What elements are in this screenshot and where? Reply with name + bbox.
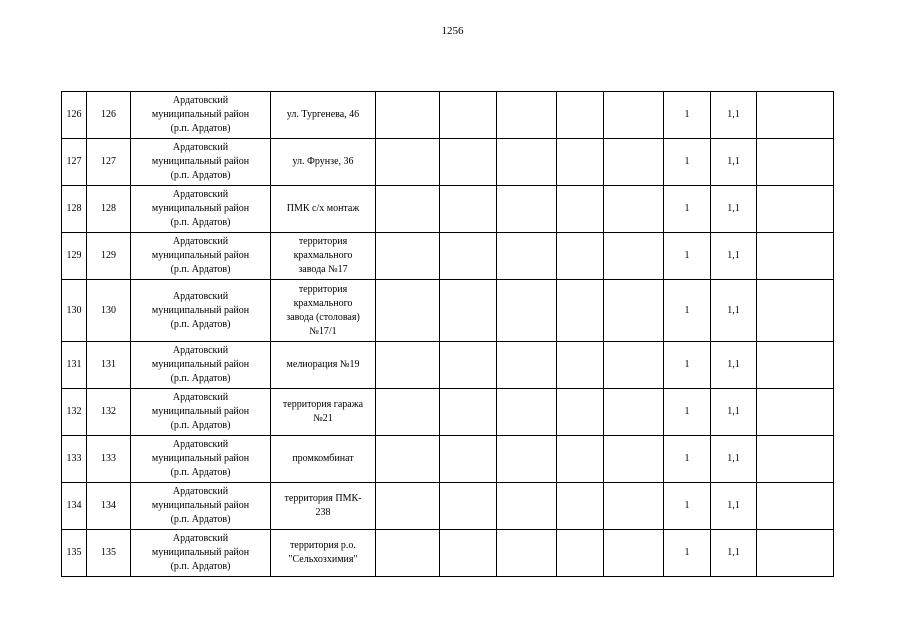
district-cell [131,342,271,389]
empty-cell [440,436,497,483]
table-row [62,342,834,389]
row-number-cell: 128 [62,186,87,233]
value-cell: 1,1 [711,530,757,577]
address-cell-line: завода (столовая) [286,311,360,323]
district-cell-line: Ардатовский [172,486,229,497]
empty-cell [440,342,497,389]
empty-cell [376,280,440,342]
address-cell [271,530,376,577]
registry-number-cell: 127 [87,139,131,186]
registry-number-cell: 134 [87,483,131,530]
empty-cell [497,186,557,233]
row-number-cell: 134 [62,483,87,530]
empty-cell [604,436,664,483]
row-number-cell: 127 [62,139,87,186]
empty-cell [440,139,497,186]
district-cell-line: Ардатовский [172,142,229,153]
district-cell-line: Ардатовский [172,439,229,450]
count-cell: 1 [664,436,711,483]
row-number-cell: 135 [62,530,87,577]
address-cell-line: "Сельхозхимия" [288,554,358,565]
empty-cell [557,483,604,530]
district-cell-line: (р.п. Ардатов) [170,264,231,275]
empty-cell [757,342,834,389]
empty-cell [440,186,497,233]
empty-cell [757,186,834,233]
district-cell-line: (р.п. Ардатов) [170,217,231,228]
district-cell [131,436,271,483]
table-row [62,436,834,483]
row-number-cell: 133 [62,436,87,483]
empty-cell [376,389,440,436]
address-cell [271,280,376,342]
row-number-cell: 131 [62,342,87,389]
empty-cell [604,280,664,342]
address-cell-line: №21 [313,413,333,424]
empty-cell [757,389,834,436]
row-number-cell: 132 [62,389,87,436]
empty-cell [497,342,557,389]
page-number: 1256 [441,25,464,37]
empty-cell [497,233,557,280]
empty-cell [604,139,664,186]
empty-cell [604,342,664,389]
district-cell-line: муниципальный район [151,156,250,167]
district-cell-line: (р.п. Ардатов) [170,514,231,525]
count-cell: 1 [664,139,711,186]
district-cell-line: Ардатовский [172,290,229,302]
district-cell [131,483,271,530]
address-cell-line: территория гаража [282,399,364,410]
district-cell-line: (р.п. Ардатов) [170,420,231,431]
empty-cell [440,233,497,280]
district-cell-line: (р.п. Ардатов) [170,123,231,134]
table-row [62,280,834,342]
empty-cell [497,436,557,483]
address-cell-line: №17/1 [309,325,337,337]
empty-cell [497,280,557,342]
address-cell-line: крахмального [293,250,353,261]
district-cell-line: Ардатовский [172,95,229,106]
empty-cell [376,233,440,280]
value-cell: 1,1 [711,233,757,280]
empty-cell [557,92,604,139]
table-row [62,92,834,139]
empty-cell [757,280,834,342]
empty-cell [376,483,440,530]
district-cell-line: (р.п. Ардатов) [170,467,231,478]
district-cell [131,280,271,342]
count-cell: 1 [664,186,711,233]
address-cell-line: территория ПМК- [284,493,362,504]
empty-cell [557,186,604,233]
empty-cell [440,530,497,577]
district-cell [131,389,271,436]
address-cell-line: ул. Фрунзе, 36 [292,156,354,167]
count-cell: 1 [664,530,711,577]
registry-number-cell: 128 [87,186,131,233]
count-cell: 1 [664,342,711,389]
district-cell-line: муниципальный район [151,500,250,511]
value-cell: 1,1 [711,186,757,233]
district-cell-line: муниципальный район [151,406,250,417]
empty-cell [497,389,557,436]
empty-cell [497,139,557,186]
registry-number-cell: 135 [87,530,131,577]
address-cell [271,186,376,233]
value-cell: 1,1 [711,436,757,483]
empty-cell [376,436,440,483]
value-cell: 1,1 [711,389,757,436]
empty-cell [604,186,664,233]
registry-number-cell: 126 [87,92,131,139]
district-cell-line: Ардатовский [172,236,229,247]
address-cell [271,342,376,389]
address-cell-line: мелиорация №19 [286,359,360,370]
empty-cell [376,530,440,577]
row-number-cell: 126 [62,92,87,139]
district-cell [131,530,271,577]
district-cell-line: муниципальный район [151,250,250,261]
address-cell-line: промкомбинат [292,453,354,464]
value-cell: 1,1 [711,342,757,389]
address-cell-line: ПМК с/х монтаж [286,203,360,214]
district-cell [131,186,271,233]
empty-cell [557,342,604,389]
district-cell [131,233,271,280]
row-number-cell: 130 [62,280,87,342]
address-cell-line: территория [298,283,348,295]
registry-number-cell: 129 [87,233,131,280]
value-cell: 1,1 [711,280,757,342]
district-cell-line: (р.п. Ардатов) [170,318,231,330]
empty-cell [757,233,834,280]
table-row [62,139,834,186]
count-cell: 1 [664,483,711,530]
address-cell [271,436,376,483]
address-cell [271,389,376,436]
district-cell-line: муниципальный район [151,453,250,464]
registry-number-cell: 132 [87,389,131,436]
district-cell [131,92,271,139]
district-cell-line: муниципальный район [151,359,250,370]
row-number-cell: 129 [62,233,87,280]
count-cell: 1 [664,233,711,280]
district-cell-line: муниципальный район [151,547,250,558]
empty-cell [557,139,604,186]
empty-cell [604,389,664,436]
table-row [62,530,834,577]
address-cell [271,483,376,530]
address-cell [271,92,376,139]
empty-cell [604,233,664,280]
district-cell-line: муниципальный район [151,304,250,316]
district-cell-line: Ардатовский [172,392,229,403]
empty-cell [557,436,604,483]
empty-cell [757,483,834,530]
empty-cell [497,92,557,139]
empty-cell [757,139,834,186]
table-row [62,186,834,233]
empty-cell [440,92,497,139]
district-cell-line: Ардатовский [172,189,229,200]
district-cell-line: (р.п. Ардатов) [170,561,231,572]
district-cell-line: муниципальный район [151,109,250,120]
empty-cell [440,280,497,342]
value-cell: 1,1 [711,483,757,530]
district-cell [131,139,271,186]
empty-cell [557,389,604,436]
registry-number-cell: 131 [87,342,131,389]
address-cell-line: территория [298,236,348,247]
empty-cell [557,233,604,280]
count-cell: 1 [664,389,711,436]
district-cell-line: Ардатовский [172,533,229,544]
empty-cell [376,186,440,233]
registry-number-cell: 133 [87,436,131,483]
value-cell: 1,1 [711,92,757,139]
empty-cell [440,389,497,436]
empty-cell [376,342,440,389]
table-row [62,483,834,530]
address-cell-line: 238 [315,507,331,518]
table-row [62,389,834,436]
address-cell-line: территория р.о. [290,540,356,551]
empty-cell [497,530,557,577]
count-cell: 1 [664,280,711,342]
address-cell-line: крахмального [293,297,353,309]
empty-cell [376,92,440,139]
table-body [62,92,834,577]
address-cell-line: ул. Тургенева, 46 [286,109,360,120]
registry-number-cell: 130 [87,280,131,342]
district-cell-line: муниципальный район [151,203,250,214]
register-table [61,91,834,577]
empty-cell [604,530,664,577]
empty-cell [757,92,834,139]
address-cell-line: завода №17 [298,264,348,275]
empty-cell [557,280,604,342]
empty-cell [757,436,834,483]
empty-cell [604,92,664,139]
table-row [62,233,834,280]
address-cell [271,139,376,186]
empty-cell [604,483,664,530]
empty-cell [557,530,604,577]
district-cell-line: (р.п. Ардатов) [170,170,231,181]
empty-cell [757,530,834,577]
empty-cell [497,483,557,530]
count-cell: 1 [664,92,711,139]
empty-cell [376,139,440,186]
district-cell-line: (р.п. Ардатов) [170,373,231,384]
empty-cell [440,483,497,530]
value-cell: 1,1 [711,139,757,186]
district-cell-line: Ардатовский [172,345,229,356]
address-cell [271,233,376,280]
